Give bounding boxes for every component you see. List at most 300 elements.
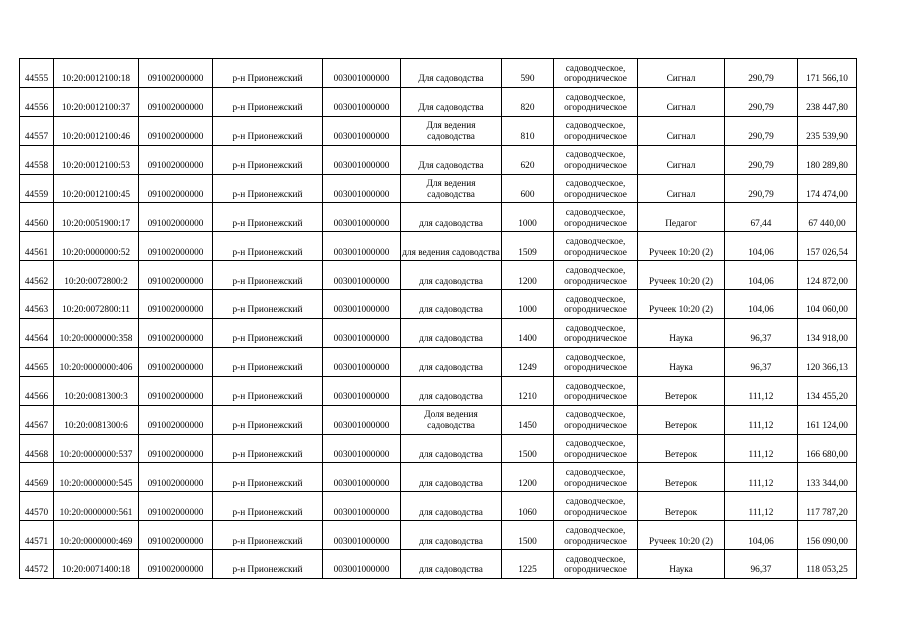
location-cell (638, 290, 725, 319)
district-cell-text: р-н Прионежский (232, 247, 303, 258)
table-row (20, 376, 857, 405)
location-cell (638, 492, 725, 521)
cadastral-number-cell-text: 10:20:0071400:18 (61, 565, 131, 576)
area-cell-text: 1509 (518, 247, 537, 258)
oktmo-code-cell (323, 521, 401, 550)
table-row (20, 405, 857, 434)
location-cell-text: Педагог (665, 218, 697, 229)
cadastral-value-cell-text: 120 366,13 (806, 363, 848, 374)
land-category-cell-text: садоводческое, огородническое (564, 352, 627, 374)
location-cell-text: Ручеек 10:20 (2) (649, 276, 713, 287)
record-id-cell (20, 87, 54, 116)
area-cell-text: 1225 (518, 565, 537, 576)
land-category-cell (554, 347, 638, 376)
record-id-cell (20, 145, 54, 174)
area-cell-text: 1500 (518, 449, 537, 460)
okato-code-cell (139, 232, 213, 261)
okato-code-cell-text: 091002000000 (147, 276, 204, 287)
permitted-use-cell (401, 174, 502, 203)
oktmo-code-cell (323, 203, 401, 232)
district-cell-text: р-н Прионежский (232, 478, 303, 489)
oktmo-code-cell-text: 003001000000 (333, 189, 390, 200)
table-row (20, 521, 857, 550)
record-id-cell (20, 59, 54, 88)
cadastral-number-cell (54, 492, 139, 521)
district-cell (213, 116, 323, 145)
location-cell-text: Сигнал (666, 189, 696, 200)
land-category-cell-text: садоводческое, огородническое (564, 497, 627, 518)
record-id-cell (20, 376, 54, 405)
okato-code-cell (139, 550, 213, 579)
land-category-cell (554, 145, 638, 174)
area-cell-text: 1000 (518, 305, 537, 316)
land-category-cell (554, 203, 638, 232)
permitted-use-cell (401, 521, 502, 550)
area-cell (502, 376, 554, 405)
oktmo-code-cell-text: 003001000000 (333, 334, 390, 345)
cadastral-number-cell-text: 10:20:0081300:6 (64, 420, 128, 431)
okato-code-cell-text: 091002000000 (147, 478, 204, 489)
location-cell (638, 376, 725, 405)
record-id-cell (20, 492, 54, 521)
table-row (20, 290, 857, 319)
location-cell-text: Ручеек 10:20 (2) (649, 536, 713, 547)
specific-value-cell (725, 87, 798, 116)
cadastral-number-cell (54, 463, 139, 492)
cadastral-number-cell (54, 376, 139, 405)
permitted-use-cell (401, 261, 502, 290)
land-category-cell-text: садоводческое, огородническое (564, 150, 627, 171)
cadastral-number-cell-text: 10:20:0000000:561 (59, 507, 133, 518)
permitted-use-cell (401, 116, 502, 145)
record-id-cell (20, 203, 54, 232)
location-cell (638, 405, 725, 434)
cadastral-number-cell (54, 290, 139, 319)
area-cell (502, 145, 554, 174)
specific-value-cell (725, 174, 798, 203)
table-row (20, 174, 857, 203)
okato-code-cell-text: 091002000000 (147, 392, 204, 403)
record-id-cell (20, 463, 54, 492)
district-cell-text: р-н Прионежский (232, 363, 303, 374)
oktmo-code-cell-text: 003001000000 (333, 132, 390, 143)
cadastral-value-cell (798, 145, 857, 174)
land-category-cell (554, 492, 638, 521)
specific-value-cell (725, 405, 798, 434)
specific-value-cell-text: 290,79 (748, 160, 774, 171)
okato-code-cell (139, 261, 213, 290)
oktmo-code-cell-text: 003001000000 (333, 276, 390, 287)
location-cell-text: Ветерок (664, 507, 698, 518)
land-category-cell-text: садоводческое, огородническое (564, 208, 627, 229)
record-id-cell-text: 44563 (24, 305, 49, 316)
district-cell (213, 405, 323, 434)
cadastral-value-cell (798, 261, 857, 290)
land-category-cell (554, 174, 638, 203)
location-cell-text: Ручеек 10:20 (2) (649, 305, 713, 316)
district-cell-text: р-н Прионежский (232, 507, 303, 518)
land-category-cell (554, 319, 638, 348)
cadastral-number-cell (54, 145, 139, 174)
area-cell-text: 820 (520, 103, 535, 114)
permitted-use-cell (401, 434, 502, 463)
record-id-cell (20, 232, 54, 261)
area-cell (502, 463, 554, 492)
record-id-cell-text: 44565 (24, 363, 49, 374)
area-cell (502, 521, 554, 550)
location-cell (638, 347, 725, 376)
oktmo-code-cell-text: 003001000000 (333, 247, 390, 258)
specific-value-cell (725, 203, 798, 232)
oktmo-code-cell (323, 492, 401, 521)
land-category-cell (554, 550, 638, 579)
record-id-cell (20, 174, 54, 203)
record-id-cell-text: 44564 (24, 334, 49, 345)
specific-value-cell-text: 96,37 (750, 565, 772, 576)
oktmo-code-cell (323, 319, 401, 348)
cadastral-value-cell (798, 347, 857, 376)
land-category-cell-text: садоводческое, огородническое (564, 381, 627, 403)
specific-value-cell-text: 104,06 (748, 305, 774, 316)
okato-code-cell (139, 376, 213, 405)
okato-code-cell-text: 091002000000 (147, 74, 204, 85)
cadastral-value-cell-text: 157 026,54 (806, 247, 848, 258)
specific-value-cell-text: 111,12 (748, 420, 774, 431)
table-row (20, 87, 857, 116)
location-cell (638, 145, 725, 174)
cadastral-value-cell (798, 59, 857, 88)
district-cell (213, 376, 323, 405)
table-row (20, 261, 857, 290)
district-cell-text: р-н Прионежский (232, 160, 303, 171)
land-category-cell (554, 116, 638, 145)
district-cell (213, 174, 323, 203)
area-cell-text: 1210 (518, 392, 537, 403)
record-id-cell-text: 44555 (24, 74, 49, 85)
oktmo-code-cell (323, 174, 401, 203)
area-cell (502, 290, 554, 319)
cadastral-value-cell (798, 405, 857, 434)
land-category-cell (554, 290, 638, 319)
cadastral-value-cell-text: 133 344,00 (806, 478, 848, 489)
record-id-cell-text: 44566 (24, 392, 49, 403)
cadastral-value-cell-text: 134 455,20 (806, 392, 848, 403)
land-category-cell-text: садоводческое, огородническое (564, 439, 627, 460)
area-cell (502, 434, 554, 463)
cadastral-number-cell (54, 232, 139, 261)
permitted-use-cell (401, 290, 502, 319)
oktmo-code-cell-text: 003001000000 (333, 363, 390, 374)
district-cell (213, 463, 323, 492)
cadastral-value-cell (798, 376, 857, 405)
district-cell (213, 261, 323, 290)
land-category-cell (554, 59, 638, 88)
cadastral-number-cell-text: 10:20:0012100:37 (61, 103, 131, 114)
cadastral-number-cell-text: 10:20:0000000:52 (61, 247, 131, 258)
location-cell (638, 550, 725, 579)
specific-value-cell (725, 59, 798, 88)
land-category-cell-text: садоводческое, огородническое (564, 92, 627, 114)
specific-value-cell-text: 67,44 (750, 218, 772, 229)
land-category-cell-text: садоводческое, огородническое (564, 237, 627, 258)
permitted-use-cell (401, 59, 502, 88)
district-cell-text: р-н Прионежский (232, 305, 303, 316)
district-cell-text: р-н Прионежский (232, 536, 303, 547)
location-cell (638, 232, 725, 261)
area-cell-text: 1200 (518, 276, 537, 287)
okato-code-cell (139, 347, 213, 376)
cadastral-number-cell (54, 116, 139, 145)
permitted-use-cell (401, 492, 502, 521)
specific-value-cell (725, 521, 798, 550)
oktmo-code-cell-text: 003001000000 (333, 160, 390, 171)
location-cell (638, 463, 725, 492)
okato-code-cell-text: 091002000000 (147, 189, 204, 200)
land-category-cell-text: садоводческое, огородническое (564, 410, 627, 431)
specific-value-cell (725, 550, 798, 579)
land-category-cell-text: садоводческое, огородническое (564, 121, 627, 143)
okato-code-cell (139, 174, 213, 203)
area-cell-text: 810 (520, 132, 535, 143)
area-cell (502, 405, 554, 434)
cadastral-number-cell-text: 10:20:0012100:18 (61, 74, 131, 85)
specific-value-cell-text: 111,12 (748, 392, 774, 403)
district-cell-text: р-н Прионежский (232, 334, 303, 345)
specific-value-cell-text: 290,79 (748, 189, 774, 200)
cadastral-number-cell-text: 10:20:0081300:3 (64, 392, 128, 403)
area-cell-text: 620 (520, 160, 535, 171)
table-row (20, 347, 857, 376)
permitted-use-cell-text: для садоводства (419, 305, 483, 316)
location-cell (638, 521, 725, 550)
oktmo-code-cell-text: 003001000000 (333, 305, 390, 316)
specific-value-cell (725, 347, 798, 376)
cadastral-number-cell (54, 203, 139, 232)
location-cell-text: Наука (669, 334, 693, 345)
district-cell-text: р-н Прионежский (232, 276, 303, 287)
cadastral-value-cell-text: 174 474,00 (806, 189, 848, 200)
location-cell-text: Сигнал (666, 132, 696, 143)
permitted-use-cell-text: для садоводства (419, 478, 483, 489)
cadastral-value-cell (798, 550, 857, 579)
district-cell (213, 492, 323, 521)
okato-code-cell (139, 492, 213, 521)
location-cell (638, 59, 725, 88)
district-cell (213, 290, 323, 319)
okato-code-cell-text: 091002000000 (147, 449, 204, 460)
land-category-cell-text: садоводческое, огородническое (564, 468, 627, 489)
land-category-cell (554, 376, 638, 405)
permitted-use-cell (401, 376, 502, 405)
district-cell-text: р-н Прионежский (232, 132, 303, 143)
district-cell-text: р-н Прионежский (232, 392, 303, 403)
cadastral-value-cell-text: 156 090,00 (806, 536, 848, 547)
oktmo-code-cell-text: 003001000000 (333, 478, 390, 489)
land-category-cell-text: садоводческое, огородническое (564, 294, 627, 316)
district-cell-text: р-н Прионежский (232, 420, 303, 431)
location-cell-text: Наука (669, 565, 693, 576)
record-id-cell (20, 434, 54, 463)
record-id-cell-text: 44560 (24, 218, 49, 229)
cadastral-number-cell (54, 261, 139, 290)
cadastral-number-cell (54, 550, 139, 579)
district-cell (213, 59, 323, 88)
specific-value-cell-text: 111,12 (748, 449, 774, 460)
district-cell-text: р-н Прионежский (232, 449, 303, 460)
specific-value-cell-text: 96,37 (750, 334, 772, 345)
location-cell (638, 174, 725, 203)
cadastral-number-cell-text: 10:20:0000000:469 (59, 536, 133, 547)
specific-value-cell-text: 290,79 (748, 103, 774, 114)
permitted-use-cell-text: для садоводства (419, 218, 483, 229)
permitted-use-cell-text: Для садоводства (418, 103, 484, 114)
oktmo-code-cell (323, 434, 401, 463)
okato-code-cell-text: 091002000000 (147, 420, 204, 431)
okato-code-cell-text: 091002000000 (147, 247, 204, 258)
district-cell-text: р-н Прионежский (232, 189, 303, 200)
specific-value-cell-text: 111,12 (748, 478, 774, 489)
okato-code-cell (139, 59, 213, 88)
location-cell-text: Ветерок (664, 392, 698, 403)
cadastral-number-cell-text: 10:20:0012100:45 (61, 189, 131, 200)
district-cell-text: р-н Прионежский (232, 565, 303, 576)
table-row (20, 434, 857, 463)
cadastral-value-cell (798, 203, 857, 232)
record-id-cell-text: 44557 (24, 132, 49, 143)
oktmo-code-cell-text: 003001000000 (333, 536, 390, 547)
specific-value-cell-text: 290,79 (748, 132, 774, 143)
permitted-use-cell (401, 347, 502, 376)
specific-value-cell-text: 104,06 (748, 276, 774, 287)
cadastral-number-cell (54, 405, 139, 434)
specific-value-cell (725, 376, 798, 405)
location-cell-text: Сигнал (666, 74, 696, 85)
permitted-use-cell-text: Для садоводства (418, 74, 484, 85)
oktmo-code-cell (323, 145, 401, 174)
okato-code-cell (139, 116, 213, 145)
table-row (20, 550, 857, 579)
specific-value-cell (725, 319, 798, 348)
table-row (20, 463, 857, 492)
table-row (20, 203, 857, 232)
cadastral-number-cell (54, 319, 139, 348)
location-cell-text: Ручеек 10:20 (2) (649, 247, 713, 258)
oktmo-code-cell-text: 003001000000 (333, 218, 390, 229)
oktmo-code-cell (323, 116, 401, 145)
okato-code-cell (139, 319, 213, 348)
district-cell (213, 347, 323, 376)
cadastral-value-cell (798, 319, 857, 348)
area-cell (502, 550, 554, 579)
cadastral-number-cell (54, 347, 139, 376)
permitted-use-cell (401, 405, 502, 434)
record-id-cell-text: 44567 (24, 420, 49, 431)
land-category-cell (554, 405, 638, 434)
land-category-cell (554, 434, 638, 463)
oktmo-code-cell-text: 003001000000 (333, 507, 390, 518)
cadastral-value-cell-text: 235 539,90 (806, 132, 848, 143)
location-cell-text: Ветерок (664, 449, 698, 460)
okato-code-cell-text: 091002000000 (147, 160, 204, 171)
area-cell (502, 203, 554, 232)
okato-code-cell-text: 091002000000 (147, 536, 204, 547)
permitted-use-cell (401, 550, 502, 579)
location-cell-text: Ветерок (664, 420, 698, 431)
district-cell (213, 521, 323, 550)
oktmo-code-cell (323, 290, 401, 319)
permitted-use-cell (401, 232, 502, 261)
record-id-cell-text: 44561 (24, 247, 49, 258)
cadastral-number-cell-text: 10:20:0072800:2 (64, 276, 128, 287)
district-cell (213, 87, 323, 116)
specific-value-cell (725, 232, 798, 261)
cadastral-number-cell-text: 10:20:0000000:406 (59, 363, 133, 374)
okato-code-cell (139, 290, 213, 319)
area-cell-text: 1249 (518, 363, 537, 374)
cadastral-value-cell (798, 492, 857, 521)
district-cell-text: р-н Прионежский (232, 103, 303, 114)
district-cell (213, 550, 323, 579)
oktmo-code-cell (323, 232, 401, 261)
cadastral-value-cell-text: 104 060,00 (806, 305, 848, 316)
location-cell-text: Ветерок (664, 478, 698, 489)
land-category-cell (554, 261, 638, 290)
district-cell-text: р-н Прионежский (232, 218, 303, 229)
permitted-use-cell (401, 145, 502, 174)
district-cell (213, 434, 323, 463)
oktmo-code-cell (323, 463, 401, 492)
cadastral-number-cell-text: 10:20:0051900:17 (61, 218, 131, 229)
okato-code-cell (139, 434, 213, 463)
district-cell (213, 145, 323, 174)
cadastral-value-cell-text: 118 053,25 (806, 565, 848, 576)
specific-value-cell (725, 116, 798, 145)
record-id-cell-text: 44571 (24, 536, 49, 547)
specific-value-cell (725, 261, 798, 290)
location-cell-text: Сигнал (666, 103, 696, 114)
area-cell-text: 1060 (518, 507, 537, 518)
record-id-cell-text: 44569 (24, 478, 49, 489)
land-category-cell-text: садоводческое, огородническое (564, 179, 627, 200)
cadastral-number-cell (54, 521, 139, 550)
cadastral-value-cell-text: 117 787,20 (806, 507, 848, 518)
oktmo-code-cell-text: 003001000000 (333, 565, 390, 576)
okato-code-cell (139, 87, 213, 116)
cadastral-value-cell-text: 238 447,80 (806, 103, 848, 114)
cadastral-value-cell-text: 124 872,00 (806, 276, 848, 287)
permitted-use-cell-text: для садоводства (419, 507, 483, 518)
location-cell (638, 434, 725, 463)
area-cell (502, 59, 554, 88)
location-cell (638, 203, 725, 232)
okato-code-cell-text: 091002000000 (147, 218, 204, 229)
okato-code-cell (139, 405, 213, 434)
specific-value-cell (725, 145, 798, 174)
location-cell (638, 261, 725, 290)
cadastral-number-cell-text: 10:20:0072800:11 (62, 305, 130, 316)
land-category-cell (554, 87, 638, 116)
area-cell-text: 590 (520, 74, 535, 85)
oktmo-code-cell (323, 261, 401, 290)
land-category-cell-text: садоводческое, огородническое (564, 63, 627, 85)
permitted-use-cell-text: для садоводства (419, 392, 483, 403)
area-cell-text: 1200 (518, 478, 537, 489)
oktmo-code-cell-text: 003001000000 (333, 392, 390, 403)
specific-value-cell (725, 290, 798, 319)
cadastral-value-cell-text: 166 680,00 (806, 449, 848, 460)
district-cell-text: р-н Прионежский (232, 74, 303, 85)
cadastral-value-cell-text: 171 566,10 (806, 74, 848, 85)
